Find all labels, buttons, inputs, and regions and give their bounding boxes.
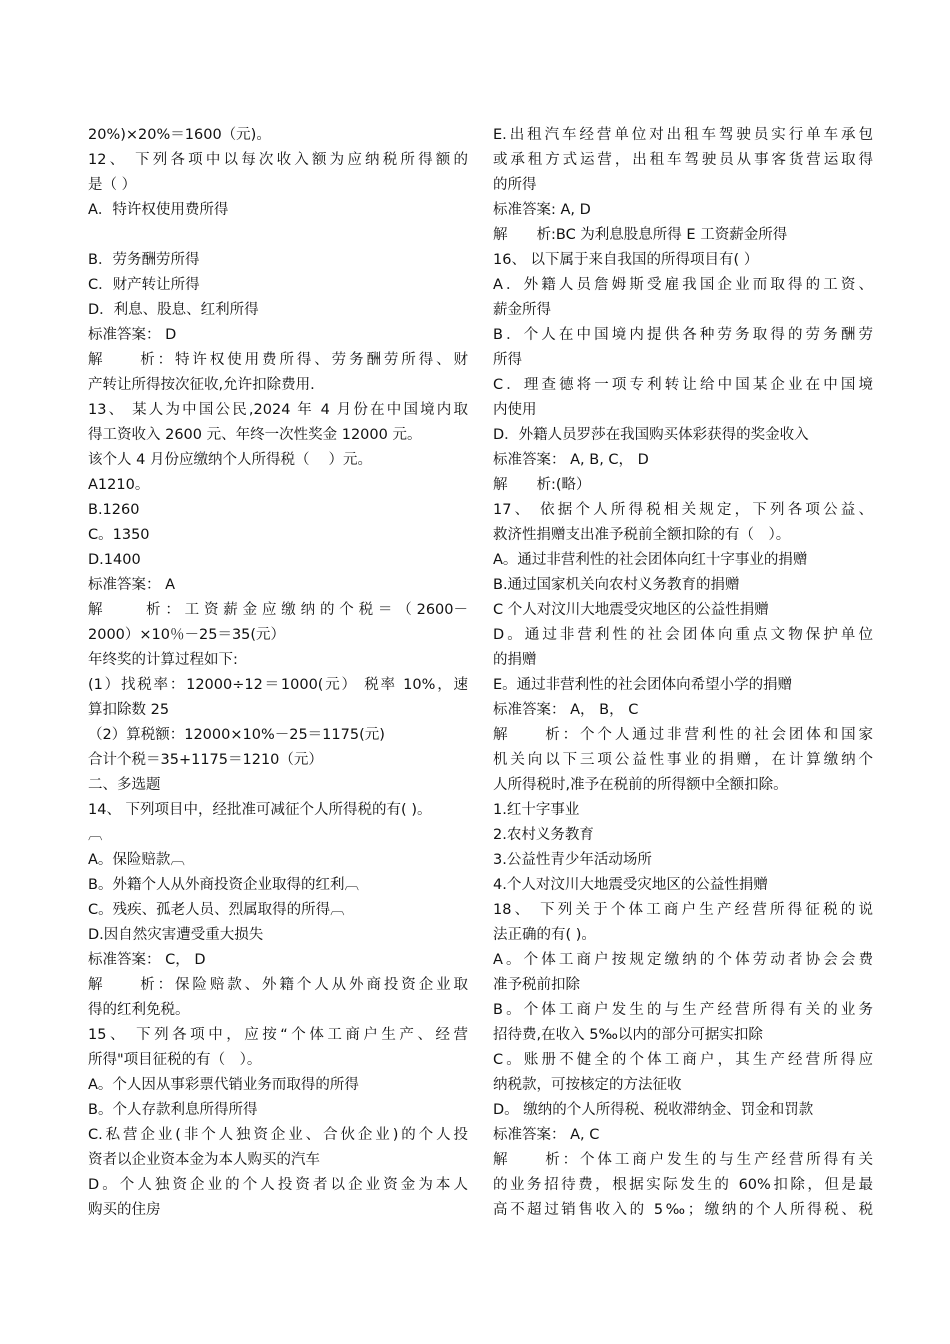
text-line: 解 析：工资薪金应缴纳的个税＝（2600－ [88,602,468,618]
text-line: 标准答案： D [88,327,177,343]
text-line [88,223,468,248]
text-line: B．劳务酬劳所得 [88,252,200,268]
text-line: A。个体工商户按规定缴纳的个体劳动者协会会费 [493,952,873,968]
text-line: A。保险赔款︹ [88,852,185,868]
text-line: B．个人在中国境内提供各种劳务取得的劳务酬劳 [493,327,873,343]
text-line: B.通过国家机关向农村义务教育的捐赠 [493,577,740,593]
text-line: 16、 以下属于来自我国的所得项目有( ） [493,252,759,268]
text-line: 解 析：特许权使用费所得、劳务酬劳所得、财 [88,352,468,368]
text-line: B。外籍个人从外商投资企业取得的红利︹ [88,877,359,893]
text-line: C。1350 [88,527,150,543]
text-line: 解 析:(略） [493,477,591,493]
text-line: 标准答案： A, B, C， D [493,452,649,468]
text-line: A。个人因从事彩票代销业务而取得的所得 [88,1077,359,1093]
text-line: 薪金所得 [493,302,551,318]
text-line: 是（ ） [88,177,137,193]
text-line: 合计个税＝35+1175＝1210（元） [88,752,323,768]
text-line: 救济性捐赠支出准予税前全额扣除的有（ ）。 [493,527,791,543]
text-line: 产转让所得按次征收,允许扣除费用. [88,377,315,393]
text-line: C。账册不健全的个体工商户，其生产经营所得应 [493,1052,873,1068]
text-line: 内使用 [493,402,537,418]
text-line: 解 析：个个人通过非营利性的社会团体和国家 [493,727,873,743]
text-line: 标准答案： A， B， C [493,702,639,718]
text-line: D.1400 [88,552,141,568]
text-line: 二、多选题 [88,777,161,793]
text-line: 解 析：个体工商户发生的与生产经营所得有关 [493,1152,873,1168]
text-line: 解 析：保险赔款、外籍个人从外商投资企业取 [88,977,468,993]
text-line: 2.农村义务教育 [493,827,594,843]
text-line: 13、 某人为中国公民,2024 年 4 月份在中国境内取 [88,402,468,418]
text-line: 解 析:BC 为利息股息所得 E 工资薪金所得 [493,227,788,243]
text-line: 15、 下列各项中，应按“个体工商户生产、经营 [88,1027,468,1043]
text-line: （2）算税额：12000×10%－25＝1175(元) [88,727,385,743]
text-line: 机关向以下三项公益性事业的捐赠，在计算缴纳个 [493,752,873,768]
text-line: 得的红利免税。 [88,1002,190,1018]
text-line: 的捐赠 [493,652,537,668]
text-line: 年终奖的计算过程如下: [88,652,238,668]
text-line: 4.个人对汶川大地震受灾地区的公益性捐赠 [493,877,768,893]
text-line: 法正确的有( )。 [493,927,596,943]
text-line: 算扣除数 25 [88,702,170,718]
text-line: B.1260 [88,502,140,518]
text-line: C 个人对汶川大地震受灾地区的公益性捐赠 [493,602,769,618]
text-line: 标准答案： C， D [88,952,206,968]
text-line: (1）找税率：12000÷12＝1000(元） 税率 10%，速 [88,677,468,693]
text-line: 购买的住房 [88,1202,161,1218]
text-line: 资者以企业资本金为本人购买的汽车 [88,1152,320,1168]
text-line: 招待费,在收入 5‰以内的部分可据实扣除 [493,1027,763,1043]
right-column [493,123,873,1223]
left-column [88,123,468,1223]
text-line: 人所得税时,准予在税前的所得额中全额扣除。 [493,777,788,793]
text-line: D．外籍人员罗莎在我国购买体彩获得的奖金收入 [493,427,809,443]
text-line: 12、 下列各项中以每次收入额为应纳税所得额的 [88,152,468,168]
text-line: 或承租方式运营，出租车驾驶员从事客货营运取得 [493,152,873,168]
text-line: ︹ [88,827,103,843]
text-line: E。通过非营利性的社会团体向希望小学的捐赠 [493,677,793,693]
text-line: 的所得 [493,177,537,193]
text-line: B。个人存款利息所得所得 [88,1102,258,1118]
text-line: 18、 下列关于个体工商户生产经营所得征税的说 [493,902,873,918]
text-line: E.出租汽车经营单位对出租车驾驶员实行单车承包 [493,127,873,143]
text-line: C.私营企业(非个人独资企业、合伙企业)的个人投 [88,1127,468,1143]
text-line: 1.红十字事业 [493,802,580,818]
text-line: 标准答案： A [88,577,176,593]
text-line: A1210。 [88,477,150,493]
text-line: C．理查德将一项专利转让给中国某企业在中国境 [493,377,873,393]
text-line: 14、 下列项目中，经批准可减征个人所得税的有( )。 [88,802,432,818]
text-line: 高不超过销售收入的 5‰；缴纳的个人所得税、税 [493,1202,873,1218]
text-line: 3.公益性青少年活动场所 [493,852,652,868]
text-line: 标准答案: A, D [493,202,591,218]
text-line: 所得 [493,352,522,368]
text-line: D．利息、股息、红利所得 [88,302,259,318]
text-line: A．特许权使用费所得 [88,202,229,218]
text-line: A。通过非营利性的社会团体向红十字事业的捐赠 [493,552,808,568]
text-line: 得工资收入 2600 元、年终一次性奖金 12000 元。 [88,427,422,443]
text-line: A．外籍人员詹姆斯受雇我国企业而取得的工资、 [493,277,873,293]
text-line: D。 缴纳的个人所得税、税收滞纳金、罚金和罚款 [493,1102,814,1118]
text-line: 的业务招待费，根据实际发生的 60%扣除，但是最 [493,1177,873,1193]
text-line: 准予税前扣除 [493,977,580,993]
text-line: D。个人独资企业的个人投资者以企业资金为本人 [88,1177,468,1193]
text-line: C．财产转让所得 [88,277,200,293]
text-line: D。通过非营利性的社会团体向重点文物保护单位 [493,627,873,643]
text-line: B。个体工商户发生的与生产经营所得有关的业务 [493,1002,873,1018]
text-line: D.因自然灾害遭受重大损失 [88,927,264,943]
text-line: 该个人 4 月份应缴纳个人所得税（ ）元。 [88,452,373,468]
text-line: C。残疾、孤老人员、烈属取得的所得︹ [88,902,345,918]
text-line: 2000）×10％－25＝35(元） [88,627,286,643]
text-line: 所得"项目征税的有（ ）。 [88,1052,262,1068]
text-line: 纳税款，可按核定的方法征收 [493,1077,682,1093]
text-line: 标准答案： A, C [493,1127,600,1143]
text-line: 17、 依据个人所得税相关规定，下列各项公益、 [493,502,873,518]
text-line: 20%)×20%＝1600（元)。 [88,127,271,143]
